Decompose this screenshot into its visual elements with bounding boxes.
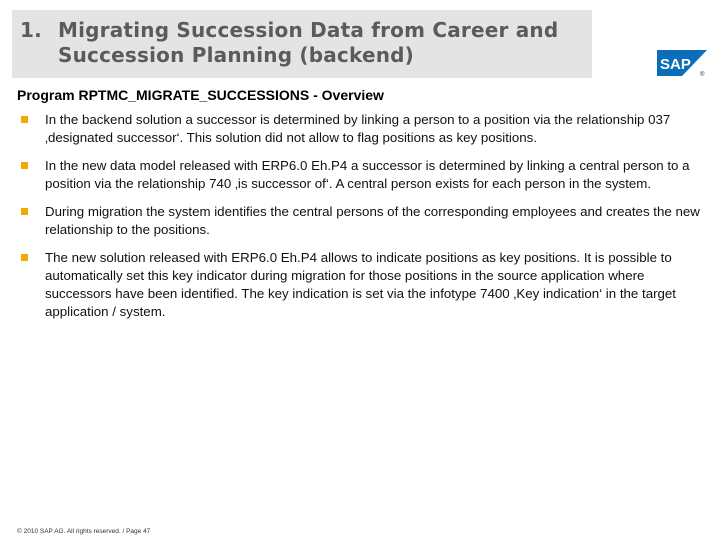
title-line-2: Succession Planning (backend) xyxy=(58,43,415,67)
bullet-item xyxy=(17,203,707,239)
copyright-footer: © 2010 SAP AG. All rights reserved. / Page 47 xyxy=(17,528,151,535)
square-bullet-icon xyxy=(21,254,28,261)
sap-logo-text: SAP xyxy=(660,56,691,73)
title-line-1: Migrating Succession Data from Career and xyxy=(58,18,559,42)
square-bullet-icon xyxy=(21,116,28,123)
title-number: 1. xyxy=(20,18,42,42)
bullet-item xyxy=(17,157,707,193)
square-bullet-icon xyxy=(21,208,28,215)
bullet-text: The new solution released with ERP6.0 Eh.P4 allows to indicate positions as key positions. It is possible to automatically set this key indicator during migration for those positions in the source application where successors have been identified. The key indication is set via the infotype 7400 ‚Key indication‘ in the target application / system. xyxy=(45,250,676,319)
bullet-item xyxy=(17,249,707,321)
bullet-text: In the new data model released with ERP6.0 Eh.P4 a successor is determined by linking a central person to a position via the relationship 740 ‚is successor of‘. A central person exists for each person in the system. xyxy=(45,158,690,191)
square-bullet-icon xyxy=(21,162,28,169)
bullet-item xyxy=(17,111,707,147)
slide-title xyxy=(20,18,590,68)
registered-mark: ® xyxy=(700,72,705,78)
bullet-text: In the backend solution a successor is determined by linking a person to a position via the relationship 037 ‚designated successor‘. This solution did not allow to flag positions as key positions. xyxy=(45,112,671,145)
slide-subtitle: Program RPTMC_MIGRATE_SUCCESSIONS - Overview xyxy=(17,87,384,103)
bullet-list xyxy=(17,111,707,331)
bullet-text: During migration the system identifies the central persons of the corresponding employees and creates the new relationship to the positions. xyxy=(45,204,700,237)
